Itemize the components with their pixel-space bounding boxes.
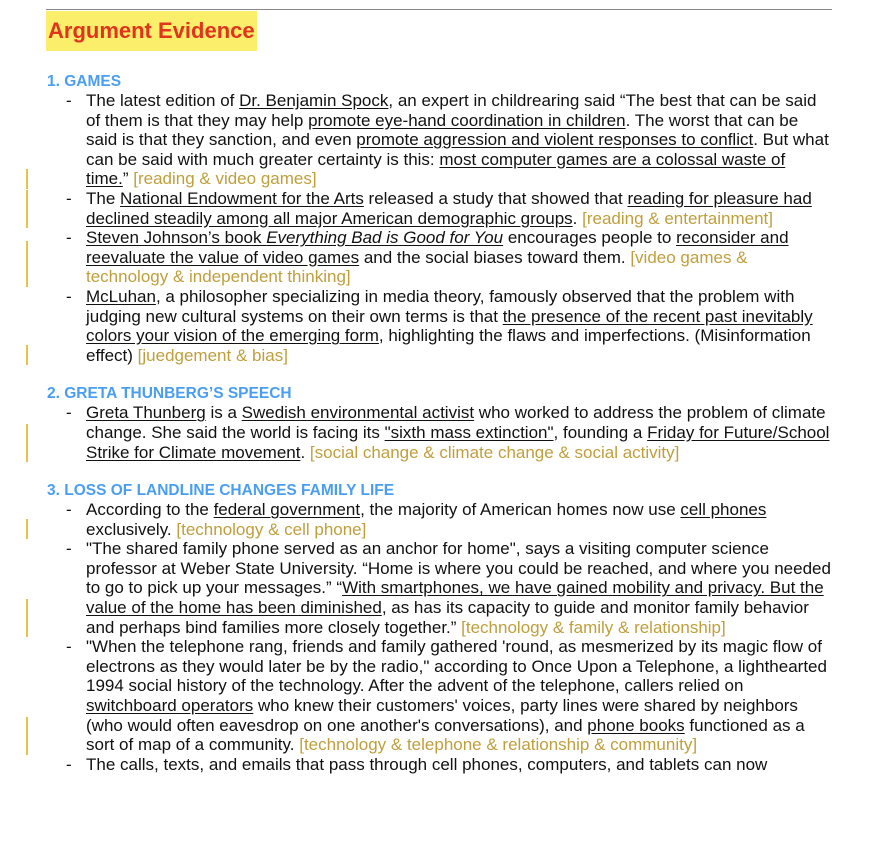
underlined-text: switchboard operators (86, 696, 254, 716)
section (0, 481, 886, 774)
text-segment: "When the telephone rang, friends and family gathered 'round, as mesmerized by its magic flow of electrons as they would later be by the radio," according to Once Upon a Telephone, a lighthearted 1994 social history of the technology. After the advent of the telephone, callers relied on (86, 637, 827, 696)
section (0, 72, 886, 365)
text-segment: . But what can be said with much greater certainty is this: (86, 130, 829, 169)
change-bar (26, 424, 28, 462)
category-tag: [technology & cell phone] (176, 519, 367, 539)
text-segment: functioned as a sort of map of a community. (86, 715, 805, 755)
underlined-text: promote eye-hand coordination in children (308, 110, 626, 130)
list-item (66, 286, 831, 365)
text-segment: , an expert in childrearing said “The best that can be said of them is that they may help (86, 91, 817, 130)
list-item (66, 754, 831, 775)
underlined-text: "sixth mass extinction" (384, 422, 554, 442)
dash-bullet: - (66, 91, 72, 110)
dash-bullet: - (66, 403, 72, 423)
dash-bullet: - (66, 754, 72, 774)
text-segment: and the social biases toward them. (359, 247, 631, 267)
change-bar (26, 190, 28, 228)
text-segment: , a philosopher specializing in media theory, famously observed that the problem with judging new cultural systems on their own terms is that (86, 286, 795, 326)
list-item (66, 403, 831, 462)
underlined-text: phone books (587, 715, 685, 735)
dash-bullet: - (66, 286, 72, 306)
list-item (66, 228, 831, 287)
text-segment: exclusively. (86, 519, 177, 539)
change-bar (26, 599, 28, 637)
underlined-text: Swedish environmental activist (241, 403, 475, 423)
page-title: Argument Evidence (46, 11, 257, 51)
underlined-text: With smartphones, we have gained mobility and privacy. But the value of the home has been diminished (86, 578, 824, 618)
bullet-list (0, 500, 886, 774)
text-segment: The (86, 188, 121, 208)
text-segment: , founding a (553, 422, 648, 442)
underlined-text: reconsider and reevaluate the value of video games (86, 228, 789, 267)
section-heading: 1. GAMES (47, 73, 122, 90)
list-item (66, 91, 831, 189)
dash-bullet: - (66, 637, 72, 657)
category-tag: [social change & climate change & social activity] (309, 442, 680, 462)
list-item (66, 637, 831, 755)
underlined-text: Dr. Benjamin Spock (239, 91, 389, 110)
top-rule (46, 9, 832, 10)
list-item (66, 500, 831, 539)
list-item (66, 539, 831, 637)
text-segment: , the majority of American homes now use (360, 500, 681, 520)
underlined-text: Everything Bad is Good for You (266, 228, 504, 248)
section-heading: 2. GRETA THUNBERG’S SPEECH (47, 385, 292, 403)
list-item (66, 188, 831, 228)
text-segment: . (300, 442, 310, 462)
text-segment: who worked to address the problem of climate change. She said the world is facing its (86, 403, 826, 442)
underlined-text: McLuhan (86, 286, 156, 306)
dash-bullet: - (66, 539, 72, 559)
text-segment: is a (205, 403, 242, 423)
text-segment: who knew their customers' voices, party lines were shared by neighbors (who would often eavesdrop on one another's conversations), and (86, 696, 798, 735)
bullet-list (0, 403, 886, 462)
category-tag: [reading & video games] (133, 169, 317, 189)
underlined-text: National Endowment for the Arts (120, 188, 364, 208)
dash-bullet: - (66, 228, 72, 248)
dash-bullet: - (66, 500, 72, 520)
change-bar (26, 241, 28, 287)
category-tag: [video games & technology & independent thinking] (86, 247, 748, 287)
text-segment: , as has its capacity to guide and monitor family behavior and perhaps bind families more closely together.” (86, 598, 809, 637)
change-bar (26, 519, 28, 539)
underlined-text: promote aggression and violent responses to conflict (356, 130, 754, 150)
dash-bullet: - (66, 188, 72, 208)
underlined-text: cell phones (680, 500, 767, 520)
category-tag: [reading & entertainment] (582, 208, 774, 228)
text-segment: The calls, texts, and emails that pass through cell phones, computers, and tablets can now (86, 754, 768, 774)
change-bar (26, 717, 28, 755)
text-segment: . The worst that can be said is that they sanction, and even (86, 110, 799, 150)
category-tag: [technology & telephone & relationship & community] (299, 735, 698, 755)
text-segment: released a study that showed that (363, 188, 628, 208)
section-heading: 3. LOSS OF LANDLINE CHANGES FAMILY LIFE (47, 482, 395, 500)
text-segment: "The shared family phone served as an anchor for home", says a visiting computer science professor at Weber State University. “Home is where you could be reached, and where you needed to go to pick up your messages.” “ (86, 539, 831, 598)
change-bar (26, 345, 28, 365)
underlined-text: the presence of the recent past inevitably colors your vision of the emerging form (86, 306, 813, 346)
text-segment: According to the (86, 500, 214, 520)
text-segment: The latest edition of (86, 91, 240, 110)
section (0, 384, 886, 462)
bullet-list (0, 91, 886, 365)
document-body (0, 72, 886, 793)
underlined-text: reading for pleasure had declined steadily among all major American demographic groups (86, 188, 812, 228)
text-segment: ” (122, 169, 134, 189)
category-tag: [technology & family & relationship] (461, 617, 726, 637)
text-segment: . (572, 208, 583, 228)
underlined-text: Steven Johnson’s book (86, 228, 267, 248)
underlined-text: federal government (213, 500, 361, 520)
change-bar (26, 169, 28, 189)
underlined-text: Friday for Future/School Strike for Climate movement (86, 422, 830, 462)
category-tag: [juedgement & bias] (137, 345, 288, 365)
text-segment: , highlighting the flaws and imperfections. (Misinformation effect) (86, 326, 811, 365)
underlined-text: most computer games are a colossal waste of time. (86, 149, 786, 189)
underlined-text: Greta Thunberg (86, 403, 206, 423)
text-segment: encourages people to (503, 228, 677, 248)
